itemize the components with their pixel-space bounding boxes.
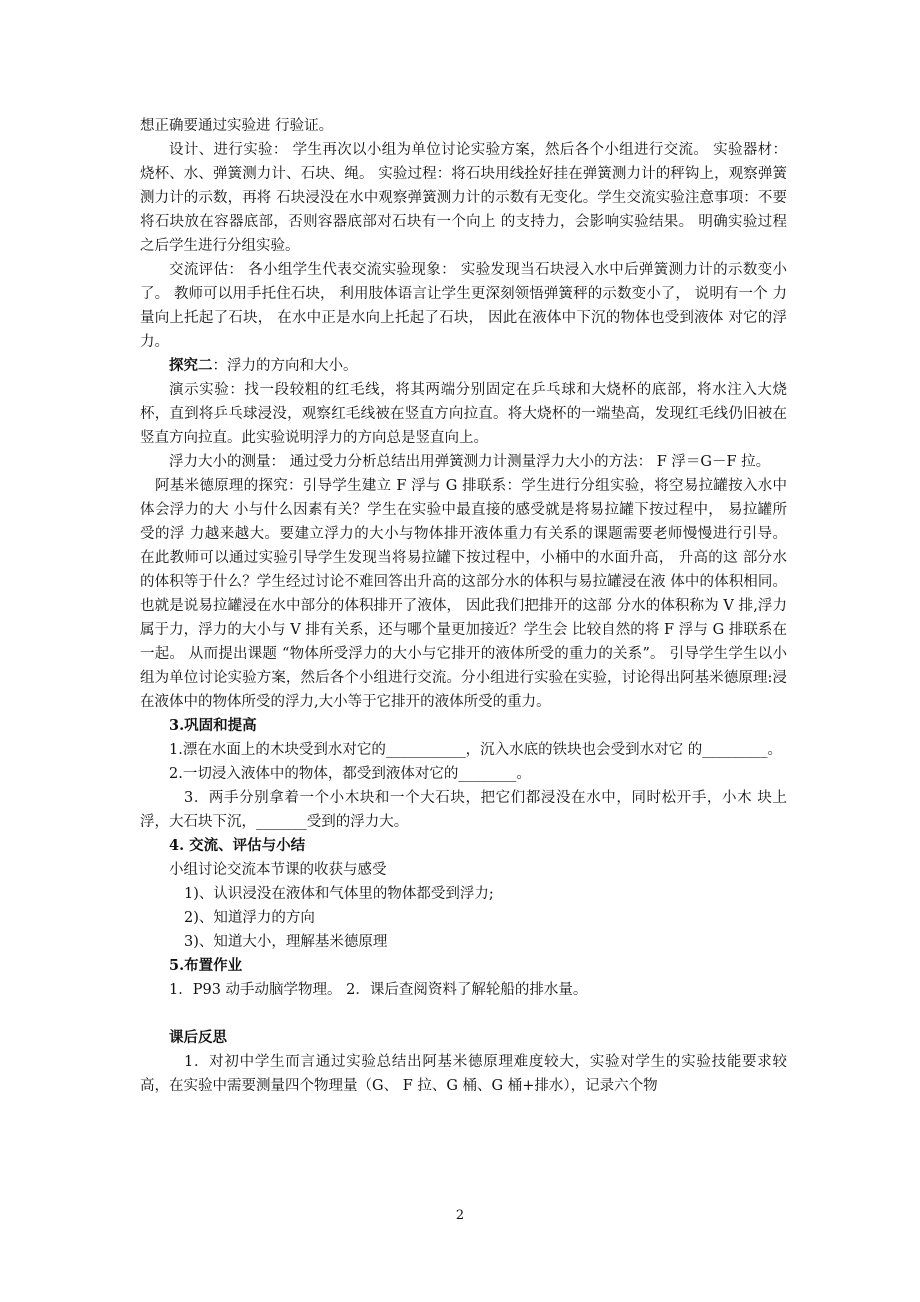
reflection-text: 1．对初中学生而言通过实验总结出阿基米德原理难度较大，实验对学生的实验技能要求较高，在实验中需要测量四个物理量（G、 F 拉、G 桶、G 桶+排水），记录六个物	[140, 1054, 787, 1094]
paragraph-archimedes: 阿基米德原理的探究：引导学生建立 F 浮与 G 排联系：学生进行分组实验，将空易拉罐按入水中体会浮力的大 小与什么因素有关？学生在实验中最直接的感受就是将易拉罐下按过程中， 易拉罐所受的浮 力越来越大。要建立浮力的大小与物体排开液体重力有关系的课题需要老师慢慢进行引导。 在此教师可以通过实验引导学生发现当将易拉罐下按过程中，小桶中的水面升高， 升高的这 部分水的体积等于什么？学生经过讨论不难回答出升高的这部分水的体积与易拉罐浸在液 体中的体积相同。 也就是说易拉罐浸在水中部分的体积排开了液体， 因此我们把排开的这部 分水的体积称为 V 排,浮力属于力，浮力的大小与 V 排有关系，还与哪个量更加接近？学生会 比较自然的将 F 浮与 G 排联系在一起。 从而提出课题 “物体所受浮力的大小与它排开的液体所受的重力的关系”。 引导学生学生以小组为单位讨论实验方案，然后各个小组进行交流。分小组进行实验在实验，讨论得出阿基米德原理:浸在液体中的物体所受的浮力,大小等于它排开的液体所受的重力。	[140, 478, 787, 710]
heading-consolidation: 3.巩固和提高	[169, 717, 257, 734]
heading-summary: 4. 交流、评估与小结	[169, 837, 306, 854]
paragraph-demo-experiment: 演示实验：找一段较粗的红毛线，将其两端分别固定在乒乓球和大烧杯的底部，将水注入大烧杯，直到将乒乓球浸没，观察红毛线被在竖直方向拉直。将大烧杯的一端垫高，发现红毛线仍旧被在竖直方向拉直。此实验说明浮力的方向总是竖直向上。	[140, 382, 787, 446]
summary-item-2: 2)、知道浮力的方向	[184, 910, 315, 926]
paragraph-1: 想正确要通过实验进 行验证。	[140, 118, 334, 134]
explore-two-heading: 探究二	[169, 357, 213, 374]
explore-two-text: ：浮力的方向和大小。	[212, 358, 358, 374]
homework-text: 1．P93 动手动脑学物理。 2．课后查阅资料了解轮船的排水量。	[169, 982, 588, 998]
question-2: 2.一切浸入液体中的物体，都受到液体对它的________。	[169, 766, 531, 782]
question-1: 1.漂在水面上的木块受到水对它的___________，沉入水底的铁块也会受到水对它 的_________。	[169, 742, 782, 758]
summary-intro: 小组讨论交流本节课的收获与感受	[169, 862, 387, 878]
document-body	[140, 114, 787, 1098]
heading-reflection: 课后反思	[169, 1029, 227, 1046]
paragraph-buoyancy-measurement: 浮力大小的测量： 通过受力分析总结出用弹簧测力计测量浮力大小的方法： F 浮＝G－F 拉。	[169, 454, 771, 470]
heading-homework: 5.布置作业	[169, 957, 243, 974]
paragraph-explore-two	[140, 354, 787, 378]
question-3: 3．两手分别拿着一个小木块和一个大石块，把它们都浸没在水中，同时松开手，小木 块上浮，大石块下沉，_______受到的浮力大。	[140, 790, 787, 830]
paragraph-experiment-design: 设计、进行实验： 学生再次以小组为单位讨论实验方案，然后各个小组进行交流。 实验器材：烧杯、水、弹簧测力计、石块、绳。 实验过程：将石块用线拴好挂在弹簧测力计的秤钩上，观察弹簧测力计的示数，再将 石块浸没在水中观察弹簧测力计的示数有无变化。学生交流实验注意事项：不要将石块放在容器底部，否则容器底部对石块有一个向上 的支持力，会影响实验结果。 明确实验过程之后学生进行分组实验。	[140, 142, 787, 254]
page-number: 2	[455, 1208, 465, 1223]
summary-item-1: 1)、认识浸没在液体和气体里的物体都受到浮力;	[184, 886, 494, 902]
spacer	[140, 1002, 787, 1026]
summary-item-3: 3)、知道大小，理解基米德原理	[184, 934, 388, 950]
paragraph-evaluation: 交流评估： 各小组学生代表交流实验现象： 实验发现当石块浸入水中后弹簧测力计的示数变小了。 教师可以用手托住石块， 利用肢体语言让学生更深刻领悟弹簧秤的示数变小了， 说明有一个 力量向上托起了石块， 在水中正是水向上托起了石块， 因此在液体中下沉的物体也受到液体 对它的浮力。	[140, 262, 787, 350]
